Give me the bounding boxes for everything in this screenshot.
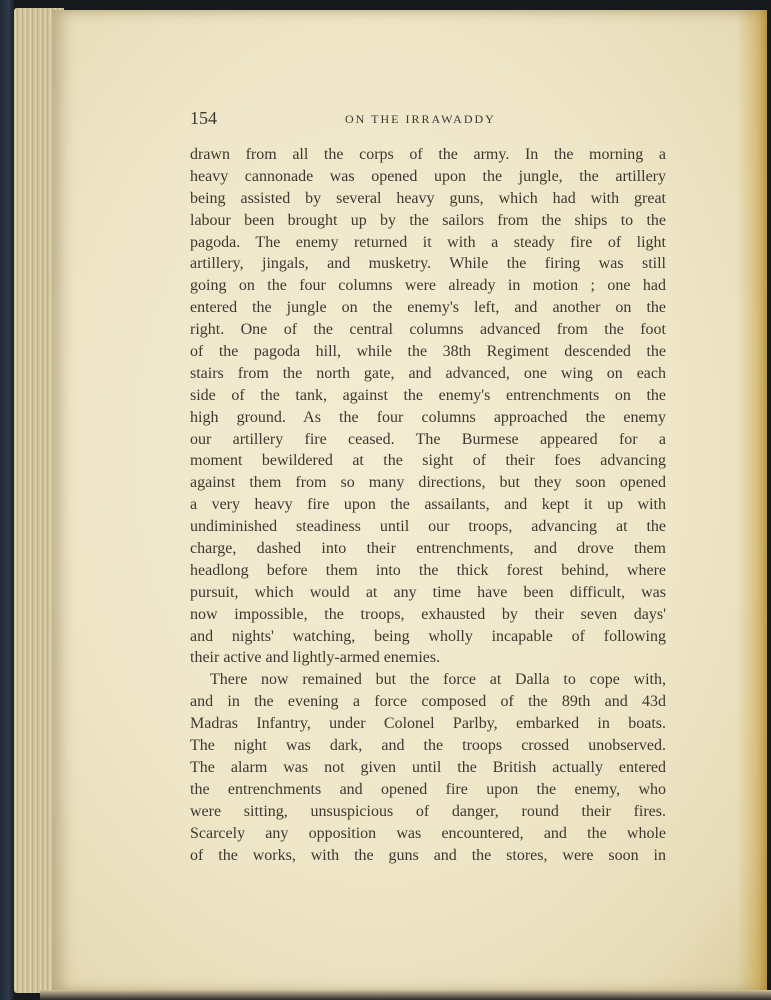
text-line: moment bewildered at the sight of their foes advancing <box>190 452 666 470</box>
text-line: The night was dark, and the troops crossed unobserved. <box>190 737 666 755</box>
text-line: undiminished steadiness until our troops, advancing at the <box>190 518 666 536</box>
text-line: drawn from all the corps of the army. In the morning a <box>190 146 666 163</box>
text-line: of the works, with the guns and the stores, were soon in <box>190 846 666 864</box>
text-line: going on the four columns were already in motion ; one had <box>190 277 666 295</box>
page-number: 154 <box>190 108 217 128</box>
text-line: and in the evening a force composed of the 89th and 43d <box>190 693 666 711</box>
text-line: stairs from the north gate, and advanced, one wing on each <box>190 364 666 382</box>
text-line: entered the jungle on the enemy's left, and another on the <box>190 299 666 317</box>
text-line: heavy cannonade was opened upon the jungle, the artillery <box>190 167 666 185</box>
text-line: The alarm was not given until the British actually entered <box>190 758 666 776</box>
text-line: being assisted by several heavy guns, which had with great <box>190 189 666 207</box>
text-line: against them from so many directions, but they soon opened <box>190 474 666 492</box>
body-text <box>190 144 666 866</box>
paragraph <box>190 669 666 866</box>
text-line: There now remained but the force at Dalla to cope with, <box>210 671 666 689</box>
text-line: charge, dashed into their entrenchments, and drove them <box>190 540 666 558</box>
text-line: right. One of the central columns advanced from the foot <box>190 321 666 339</box>
running-title: ON THE IRRAWADDY <box>345 112 496 126</box>
text-line: labour been brought up by the sailors from the ships to the <box>190 211 666 229</box>
text-line: their active and lightly-armed enemies. <box>190 649 441 667</box>
text-line: were sitting, unsuspicious of danger, round their fires. <box>190 802 666 820</box>
paragraph <box>190 144 666 669</box>
text-line: headlong before them into the thick forest behind, where <box>190 561 666 579</box>
text-line: and nights' watching, being wholly incapable of following <box>190 627 666 645</box>
text-line: high ground. As the four columns approached the enemy <box>190 408 666 426</box>
text-line: pagoda. The enemy returned it with a steady fire of light <box>190 233 666 251</box>
page-right-edge <box>737 10 767 992</box>
text-line: our artillery fire ceased. The Burmese appeared for a <box>190 430 666 448</box>
page-header <box>190 108 666 132</box>
text-line: side of the tank, against the enemy's entrenchments on the <box>190 386 666 404</box>
book-cover-edge <box>0 0 14 1000</box>
text-line: the entrenchments and opened fire upon the enemy, who <box>190 780 666 798</box>
text-line: now impossible, the troops, exhausted by their seven days' <box>190 605 666 623</box>
text-line: Scarcely any opposition was encountered, and the whole <box>190 824 666 842</box>
text-line: of the pagoda hill, while the 38th Regiment descended the <box>190 343 666 361</box>
text-line: a very heavy fire upon the assailants, and kept it up with <box>190 496 666 514</box>
text-line: Madras Infantry, under Colonel Parlby, embarked in boats. <box>190 715 666 733</box>
text-line: pursuit, which would at any time have been difficult, was <box>190 583 666 601</box>
text-line: artillery, jingals, and musketry. While the firing was still <box>190 255 666 273</box>
book-bottom-edge <box>40 990 771 1000</box>
